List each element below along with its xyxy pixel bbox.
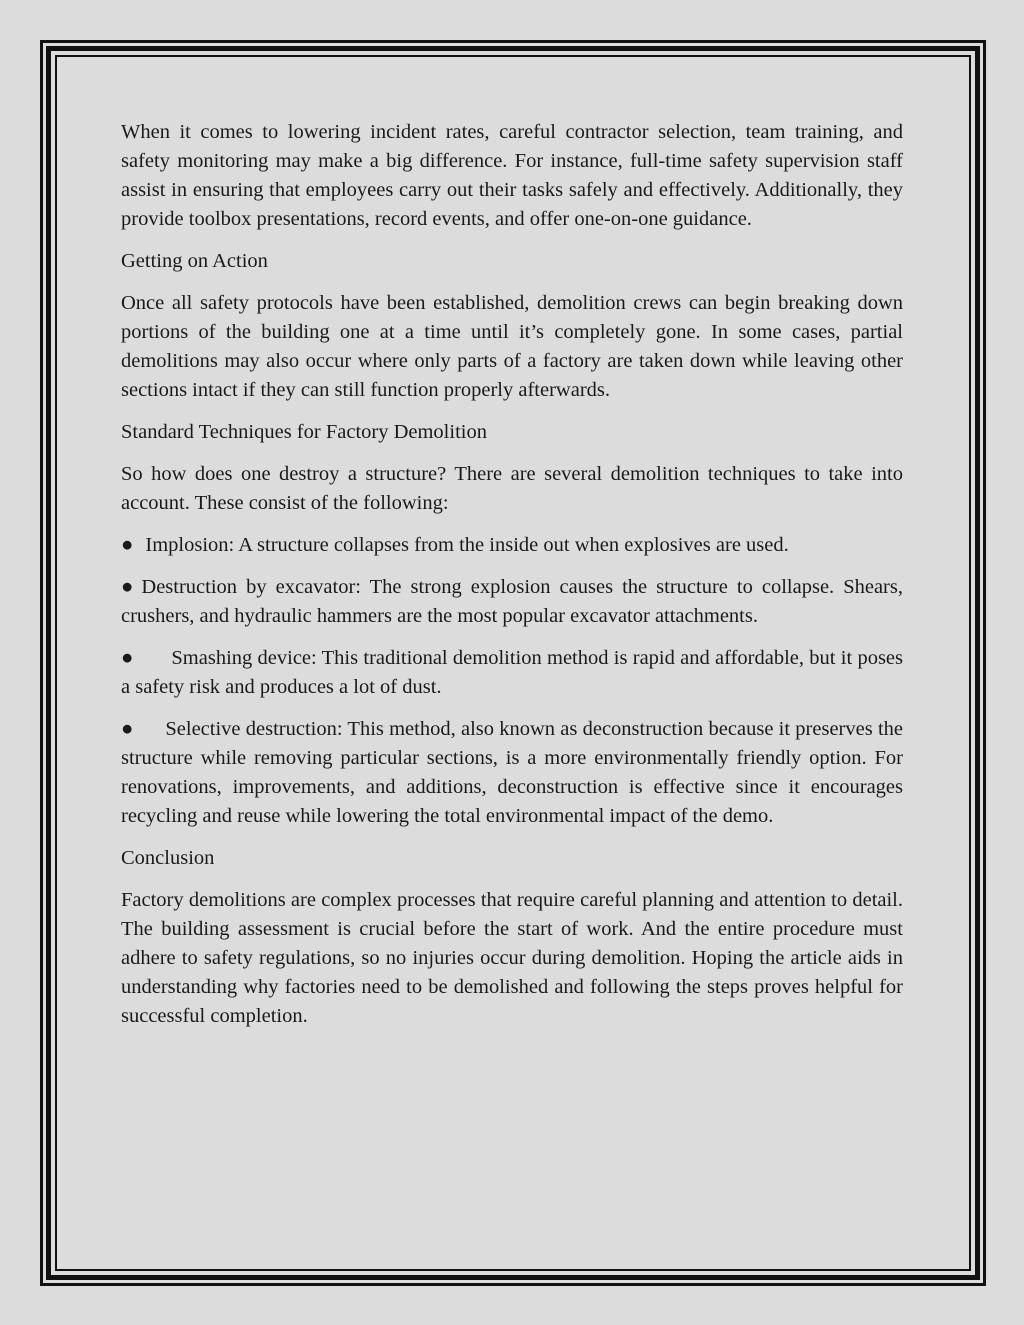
document-body: [121, 118, 903, 1044]
bullet-text: Smashing device: This traditional demolition method is rapid and affordable, but it poses a safety risk and produces a lot of dust.: [121, 647, 903, 698]
bullet-item-excavator: [121, 573, 903, 631]
conclusion-paragraph: Factory demolitions are complex processes that require careful planning and attention to detail. The building assessment is crucial before the start of work. And the entire procedure must adhere to safety regulations, so no injuries occur during demolition. Hoping the article aids in understanding why factories need to be demolished and following the steps proves helpful for successful completion.: [121, 889, 903, 1027]
bullet-text: Destruction by excavator: The strong explosion causes the structure to collapse. Shears, crushers, and hydraulic hammers are the most popular excavator attachments.: [121, 576, 903, 627]
heading-getting-on-action: Getting on Action: [121, 250, 268, 272]
bullet-icon: ●: [121, 534, 134, 556]
bullet-text: Implosion: A structure collapses from the inside out when explosives are used.: [145, 534, 789, 556]
bullet-icon: ●: [121, 718, 134, 740]
bullet-icon: ●: [121, 647, 134, 669]
bullet-text: Selective destruction: This method, also known as deconstruction because it preserves the structure while removing particular sections, is a more environmentally friendly option. For renovations, improvements, and additions, deconstruction is effective since it encourages recycling and reuse while lowering the total environmental impact of the demo.: [121, 718, 903, 827]
bullet-item-implosion: [121, 531, 903, 560]
techniques-intro-paragraph: So how does one destroy a structure? There are several demolition techniques to take into account. These consist of the following:: [121, 463, 903, 514]
heading-conclusion: Conclusion: [121, 847, 215, 869]
bullet-icon: ●: [121, 576, 134, 598]
intro-paragraph: When it comes to lowering incident rates, careful contractor selection, team training, and safety monitoring may make a big difference. For instance, full-time safety supervision staff assist in ensuring that employees carry out their tasks safely and effectively. Additionally, they provide toolbox presentations, record events, and offer one-on-one guidance.: [121, 121, 903, 230]
bullet-item-selective: [121, 715, 903, 831]
action-paragraph: Once all safety protocols have been established, demolition crews can begin breaking down portions of the building one at a time until it’s completely gone. In some cases, partial demolitions may also occur where only parts of a factory are taken down while leaving other sections intact if they can still function properly afterwards.: [121, 292, 903, 401]
bullet-item-smashing: [121, 644, 903, 702]
heading-standard-techniques: Standard Techniques for Factory Demolition: [121, 421, 487, 443]
